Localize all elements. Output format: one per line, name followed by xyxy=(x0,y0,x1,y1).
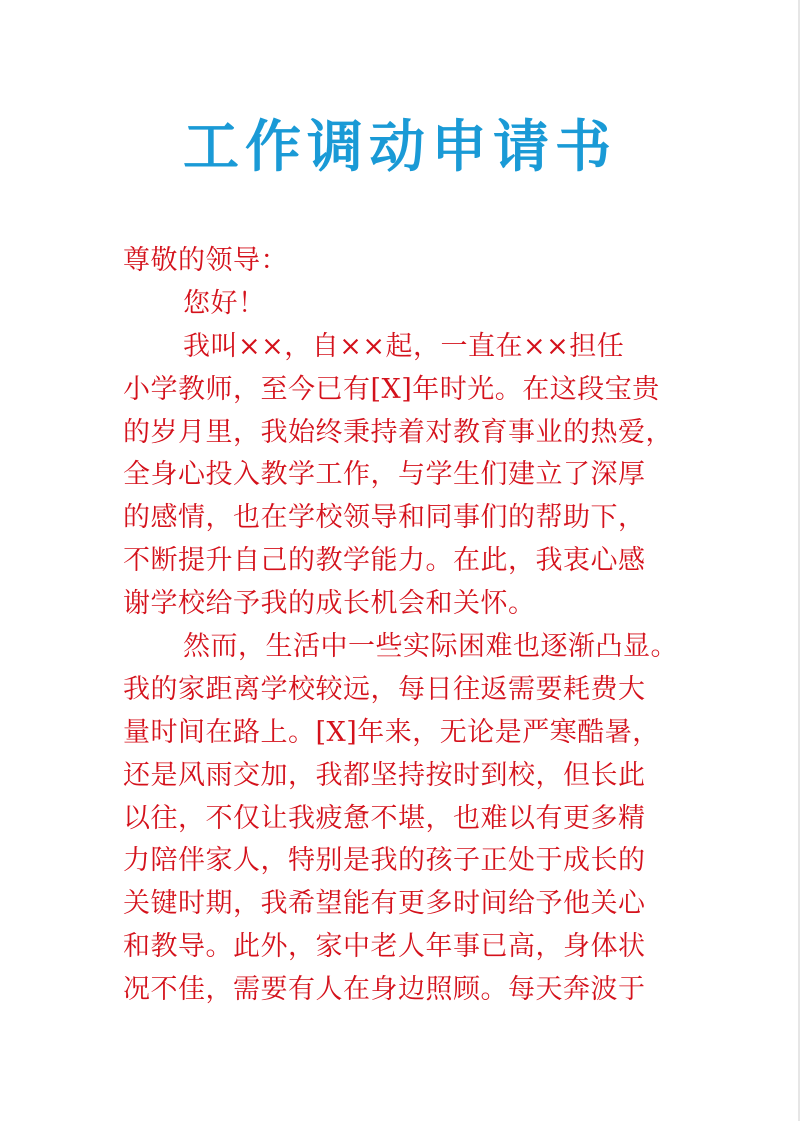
paragraph-line: 不断提升自己的教学能力。在此，我衷心感 xyxy=(123,545,646,577)
paragraph-line: 然而，生活中一些实际困难也逐渐凸显。 xyxy=(183,631,678,663)
letter-body xyxy=(123,240,683,1012)
paragraph-line: 关键时期，我希望能有更多时间给予他关心 xyxy=(123,888,646,920)
paragraph-line: 以往，不仅让我疲惫不堪，也难以有更多精 xyxy=(123,802,646,834)
paragraph-line: 我叫××，自××起，一直在××担任 xyxy=(183,330,625,362)
paragraph-line: 我的家距离学校较远，每日往返需要耗费大 xyxy=(123,673,646,705)
paragraph-line: 谢学校给予我的成长机会和关怀。 xyxy=(123,588,536,620)
salutation: 尊敬的领导： xyxy=(123,245,288,276)
greeting: 您好！ xyxy=(183,287,266,319)
paragraph-line: 的岁月里，我始终秉持着对教育事业的热爱， xyxy=(123,416,673,448)
paragraph-line: 和教导。此外，家中老人年事已高，身体状 xyxy=(123,931,646,963)
page-title: 工作调动申请书 xyxy=(183,115,617,180)
paragraph-line: 全身心投入教学工作，与学生们建立了深厚 xyxy=(123,459,646,491)
paragraph-line: 量时间在路上。[X]年来，无论是严寒酷暑， xyxy=(123,716,660,748)
paragraph-line: 还是风雨交加，我都坚持按时到校，但长此 xyxy=(123,759,646,791)
paragraph-line: 力陪伴家人，特别是我的孩子正处于成长的 xyxy=(123,845,646,877)
paragraph-line: 的感情，也在学校领导和同事们的帮助下， xyxy=(123,502,646,534)
paragraph-line: 况不佳，需要有人在身边照顾。每天奔波于 xyxy=(123,974,646,1006)
paragraph-line: 小学教师，至今已有[X]年时光。在这段宝贵 xyxy=(123,373,660,405)
